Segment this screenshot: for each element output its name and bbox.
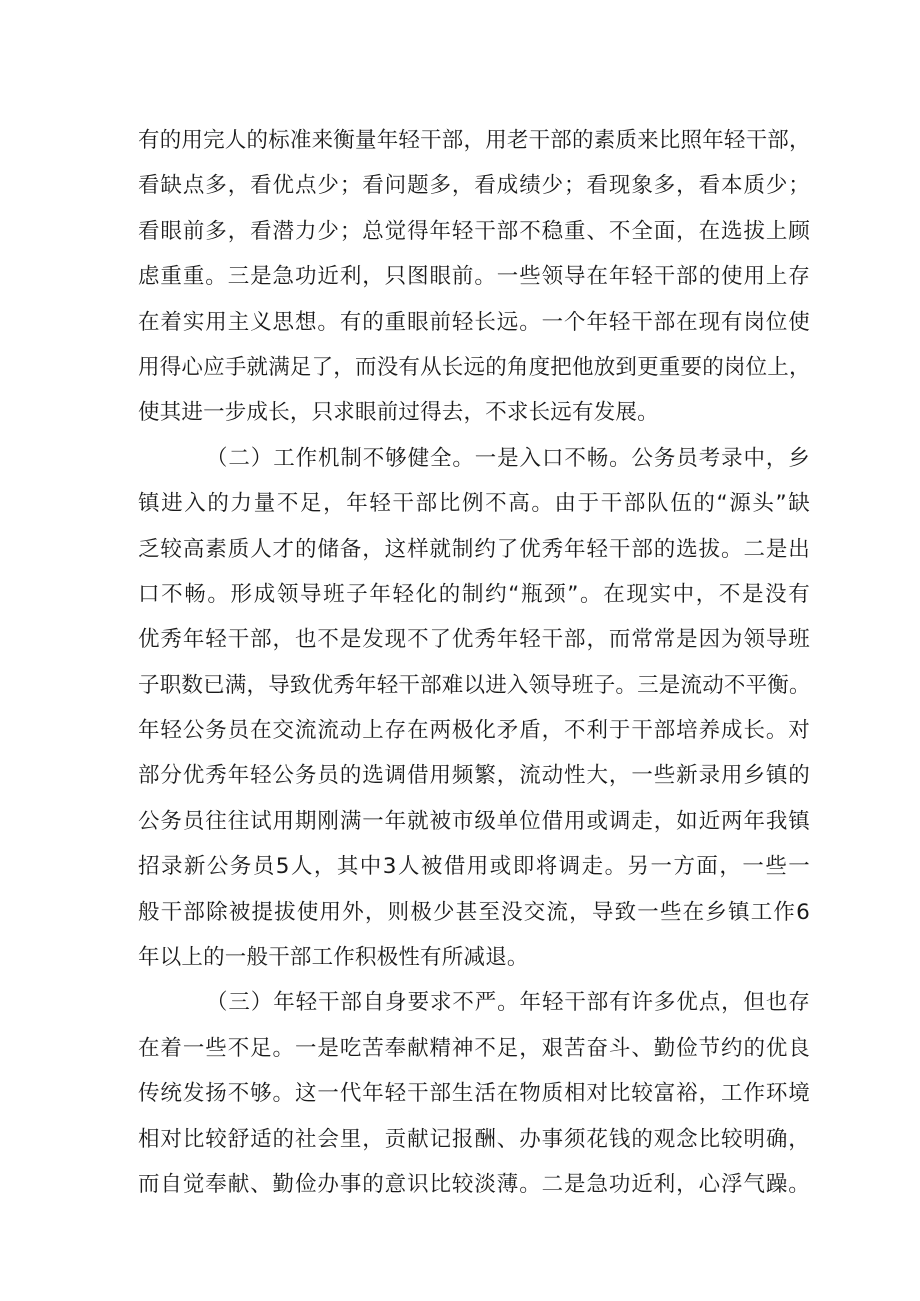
text-line: 乏较高素质人才的储备，这样就制约了优秀年轻干部的选拔。二是出	[138, 536, 810, 562]
text-line: 部分优秀年轻公务员的选调借用频繁，流动性大，一些新录用乡镇的	[138, 763, 810, 789]
text-line: 口不畅。形成领导班子年轻化的制约“瓶颈”。在现实中，不是没有	[138, 581, 810, 607]
text-line: 般干部除被提拔使用外，则极少甚至没交流，导致一些在乡镇工作6	[138, 899, 810, 925]
text-line: 使其进一步成长，只求眼前过得去，不求长远有发展。	[138, 400, 659, 426]
text-line: 看眼前多，看潜力少；总觉得年轻干部不稳重、不全面，在选拔上顾	[138, 218, 810, 244]
text-line: 镇进入的力量不足，年轻干部比例不高。由于干部队伍的“源头”缺	[138, 491, 810, 517]
text-line: 优秀年轻干部，也不是发现不了优秀年轻干部，而常常是因为领导班	[138, 627, 810, 653]
text-line: 有的用完人的标准来衡量年轻干部，用老干部的素质来比照年轻干部，	[138, 128, 811, 153]
text-line: 看缺点多，看优点少；看问题多，看成绩少；看现象多，看本质少；	[138, 173, 810, 199]
text-line: 年轻公务员在交流流动上存在两极化矛盾，不利于干部培养成长。对	[138, 718, 810, 744]
text-line: 而自觉奉献、勤俭办事的意识比较淡薄。二是急功近利，心浮气躁。	[138, 1171, 810, 1197]
text-line: 在着实用主义思想。有的重眼前轻长远。一个年轻干部在现有岗位使	[138, 309, 810, 335]
paragraph-heading-line: （二）工作机制不够健全。一是入口不畅。公务员考录中，乡	[206, 445, 810, 471]
text-line: 子职数已满，导致优秀年轻干部难以进入领导班子。三是流动不平衡。	[138, 672, 811, 698]
text-line: 年以上的一般干部工作积极性有所减退。	[138, 945, 529, 971]
paragraph-heading-line: （三）年轻干部自身要求不严。年轻干部有许多优点，但也存	[206, 990, 810, 1016]
text-line: 招录新公务员5人，其中3人被借用或即将调走。另一方面，一些一	[138, 854, 810, 880]
text-line: 相对比较舒适的社会里，贡献记报酬、办事须花钱的观念比较明确，	[138, 1126, 810, 1152]
text-line: 公务员往往试用期刚满一年就被市级单位借用或调走，如近两年我镇	[138, 808, 810, 834]
text-line: 虑重重。三是急功近利，只图眼前。一些领导在年轻干部的使用上存	[138, 264, 810, 290]
text-line: 传统发扬不够。这一代年轻干部生活在物质相对比较富裕，工作环境	[138, 1081, 810, 1107]
text-line: 在着一些不足。一是吃苦奉献精神不足，艰苦奋斗、勤俭节约的优良	[138, 1035, 810, 1061]
text-line: 用得心应手就满足了，而没有从长远的角度把他放到更重要的岗位上，	[138, 354, 811, 380]
body-text	[138, 118, 810, 1207]
